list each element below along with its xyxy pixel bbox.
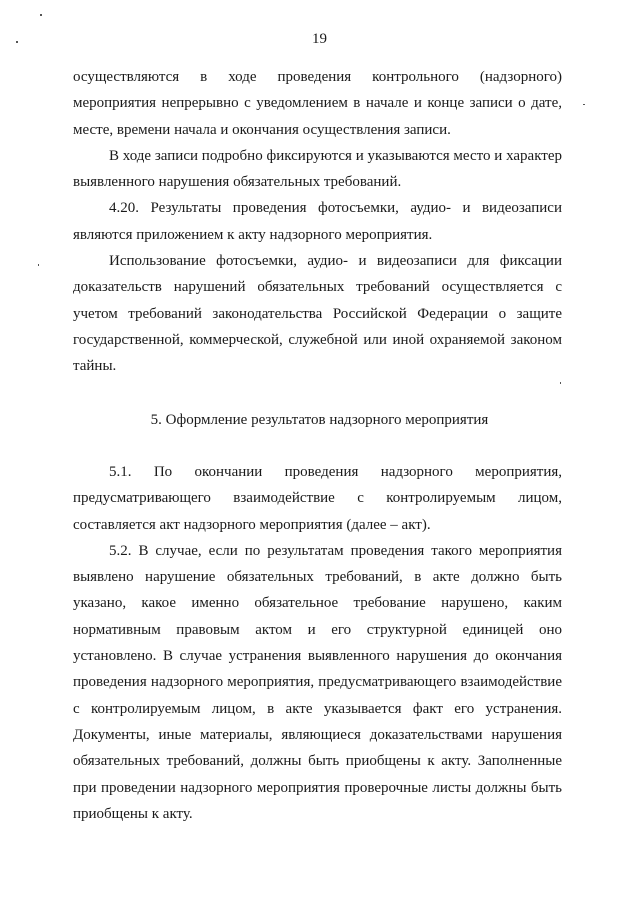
body-text-bottom <box>73 459 562 827</box>
paragraph: 5.2. В случае, если по результатам проведения такого мероприятия выявлено нарушение обязательных требований, в акте должно быть указано, какое именно обязательное требование нарушено, каким нормативным правовым актом и его структурной единицей оно установлено. В случае устранения выявленного нарушения до окончания проведения надзорного мероприятия, предусматривающего взаимодействие с контролируемым лицом, в акте указывается факт его устранения. Документы, иные материалы, являющиеся доказательствами нарушения обязательных требований, должны быть приобщены к акту. Заполненные при проведении надзорного мероприятия проверочные листы должны быть приобщены к акту. <box>73 542 562 822</box>
page-number: 19 <box>312 31 327 47</box>
scan-speck <box>40 14 42 16</box>
paragraph: Использование фотосъемки, аудио- и видеозаписи для фиксации доказательств нарушений обязательных требований осуществляется с учетом требований законодательства Российской Федерации о защите государственной, коммерческой, служебной или иной охраняемой законом тайны. <box>73 253 562 375</box>
scan-speck <box>560 382 561 384</box>
paragraph: осуществляются в ходе проведения контрольного (надзорного) мероприятия непрерывно с уведомлением в начале и конце записи о дате, месте, времени начала и окончания осуществления записи. <box>73 69 562 138</box>
paragraph: В ходе записи подробно фиксируются и указываются место и характер выявленного нарушения обязательных требований. <box>73 147 562 191</box>
scan-speck <box>583 104 585 105</box>
body-text-top <box>73 64 562 380</box>
scan-speck <box>38 264 39 266</box>
paragraph: 4.20. Результаты проведения фотосъемки, аудио- и видеозаписи являются приложением к акту надзорного мероприятия. <box>73 200 562 243</box>
paragraph: 5.1. По окончании проведения надзорного мероприятия, предусматривающего взаимодействие с контролируемым лицом, составляется акт надзорного мероприятия (далее – акт). <box>73 464 562 533</box>
section-heading: 5. Оформление результатов надзорного мероприятия <box>150 412 489 428</box>
